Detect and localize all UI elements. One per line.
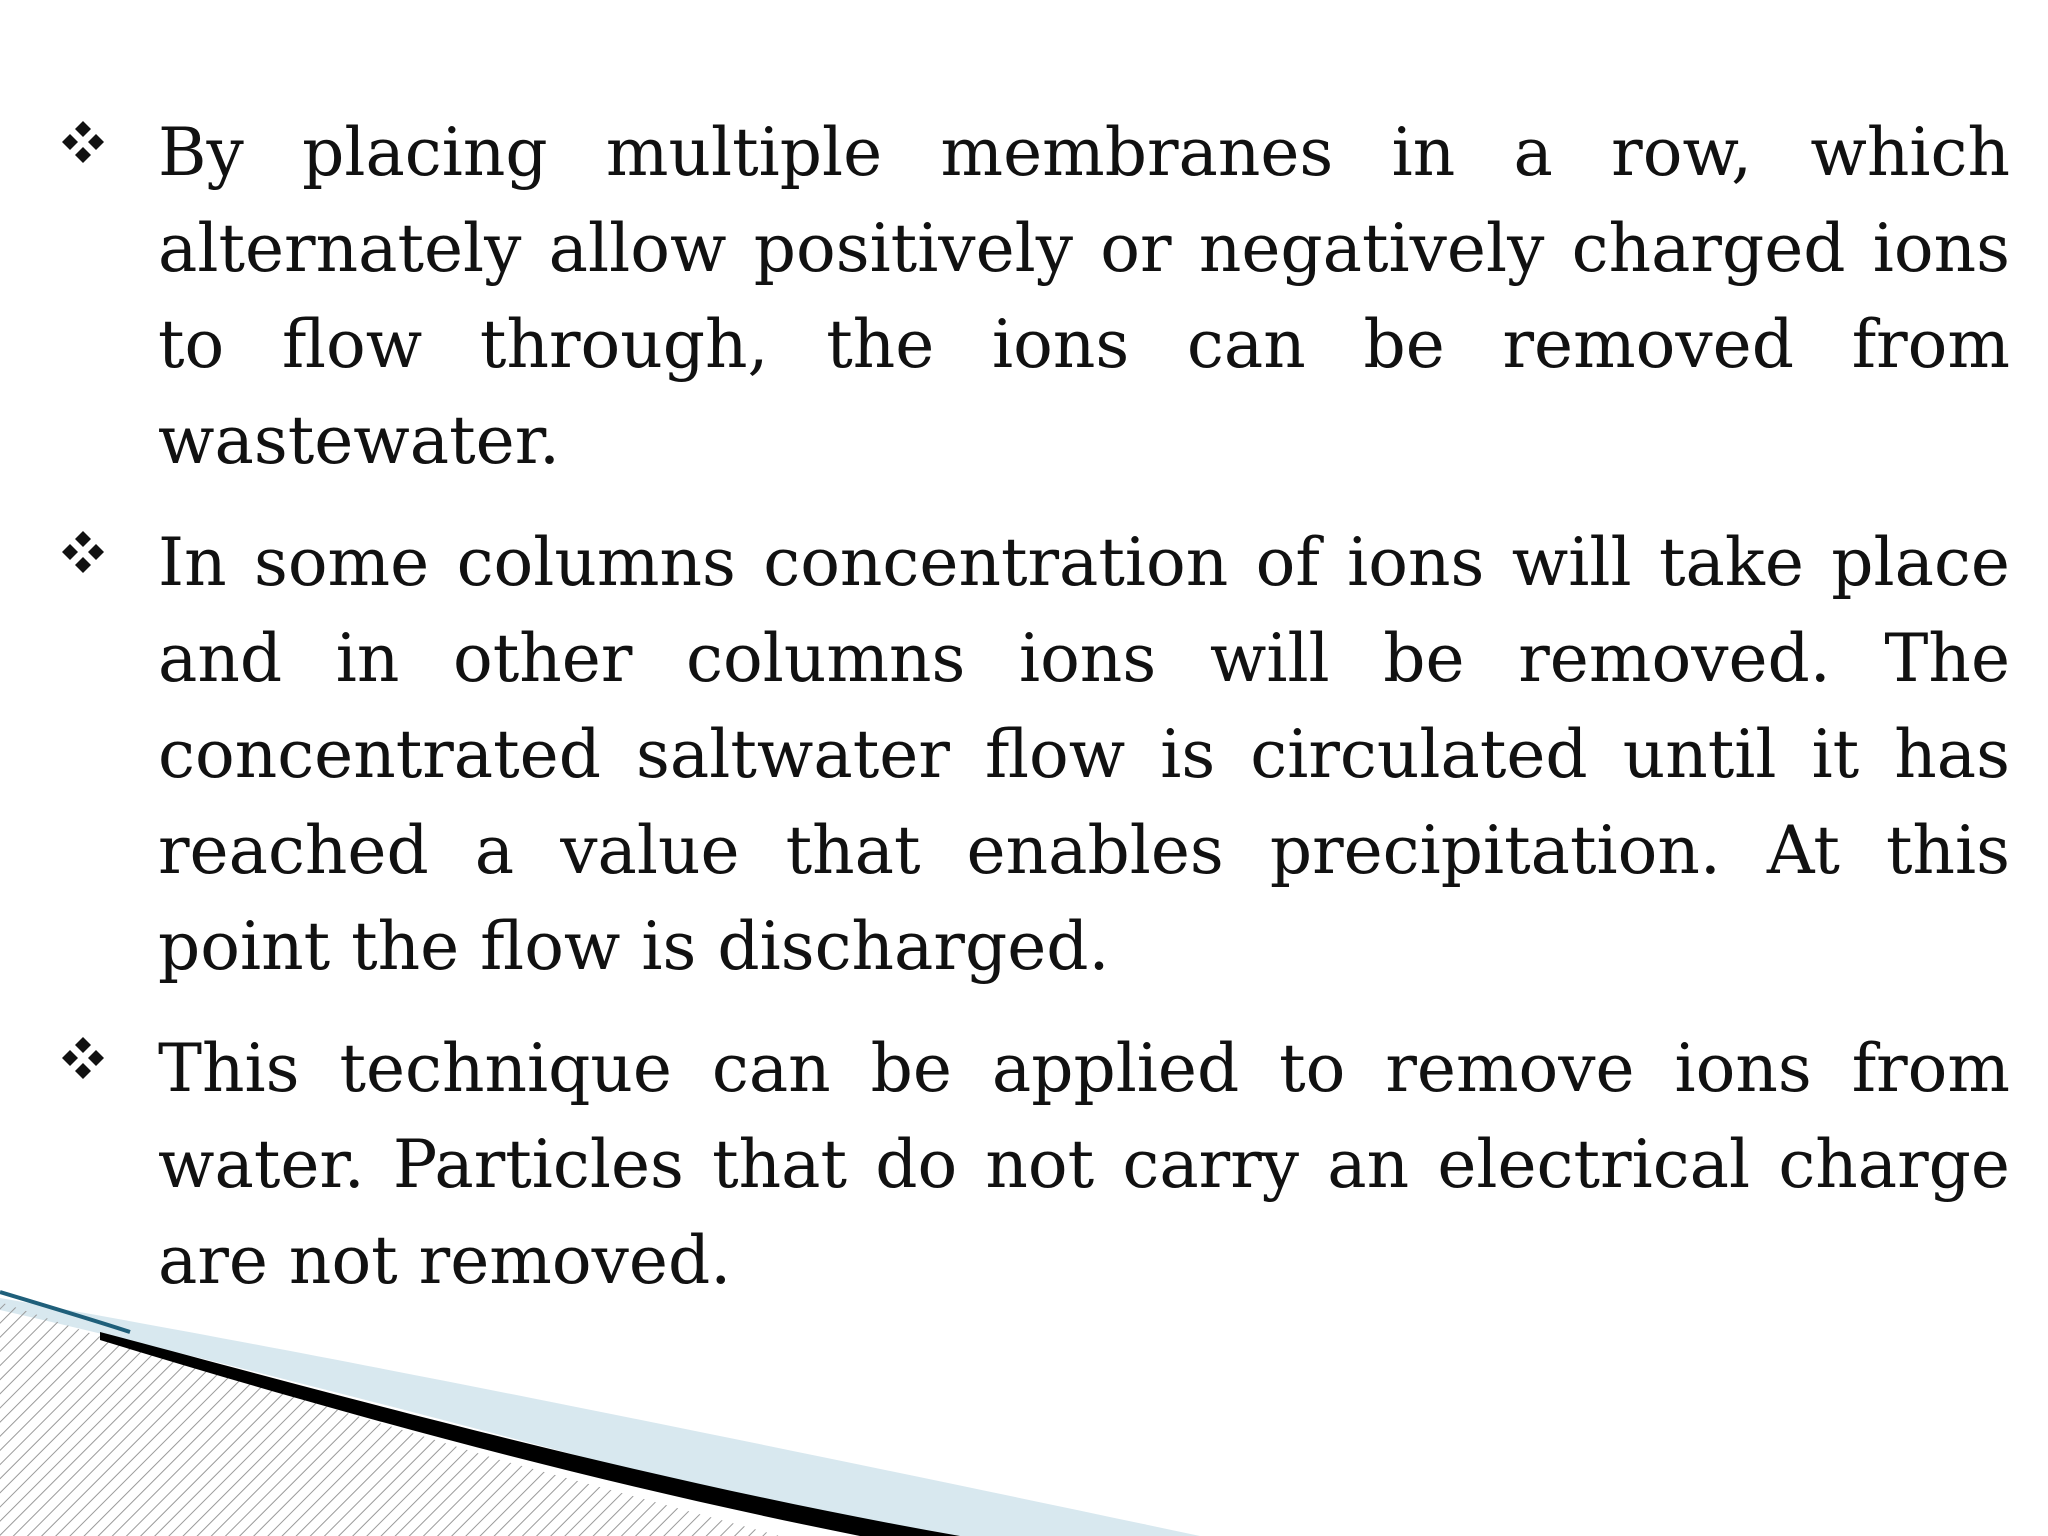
bullet-list	[60, 105, 2010, 1335]
bullet-text-2: In some columns concentration of ions will take place and in other columns ions will be removed. The concentrated saltwater flow is circulated until it has reached a value that enables precipitation. At this point the flow is discharged.	[158, 524, 2010, 985]
corner-swoosh-decoration	[0, 1280, 2048, 1536]
bullet-item-3	[60, 1021, 2010, 1309]
bullet-text-1: By placing multiple membranes in a row, which alternately allow positively or negatively charged ions to flow through, the ions can be removed from wastewater.	[158, 114, 2010, 479]
bullet-item-2	[60, 515, 2010, 995]
four-diamond-bullet-icon	[60, 529, 106, 575]
bullet-text-3: This technique can be applied to remove ions from water. Particles that do not carry an electrical charge are not removed.	[158, 1030, 2010, 1299]
four-diamond-bullet-icon	[60, 1035, 106, 1081]
bullet-item-1	[60, 105, 2010, 489]
four-diamond-bullet-icon	[60, 119, 106, 165]
